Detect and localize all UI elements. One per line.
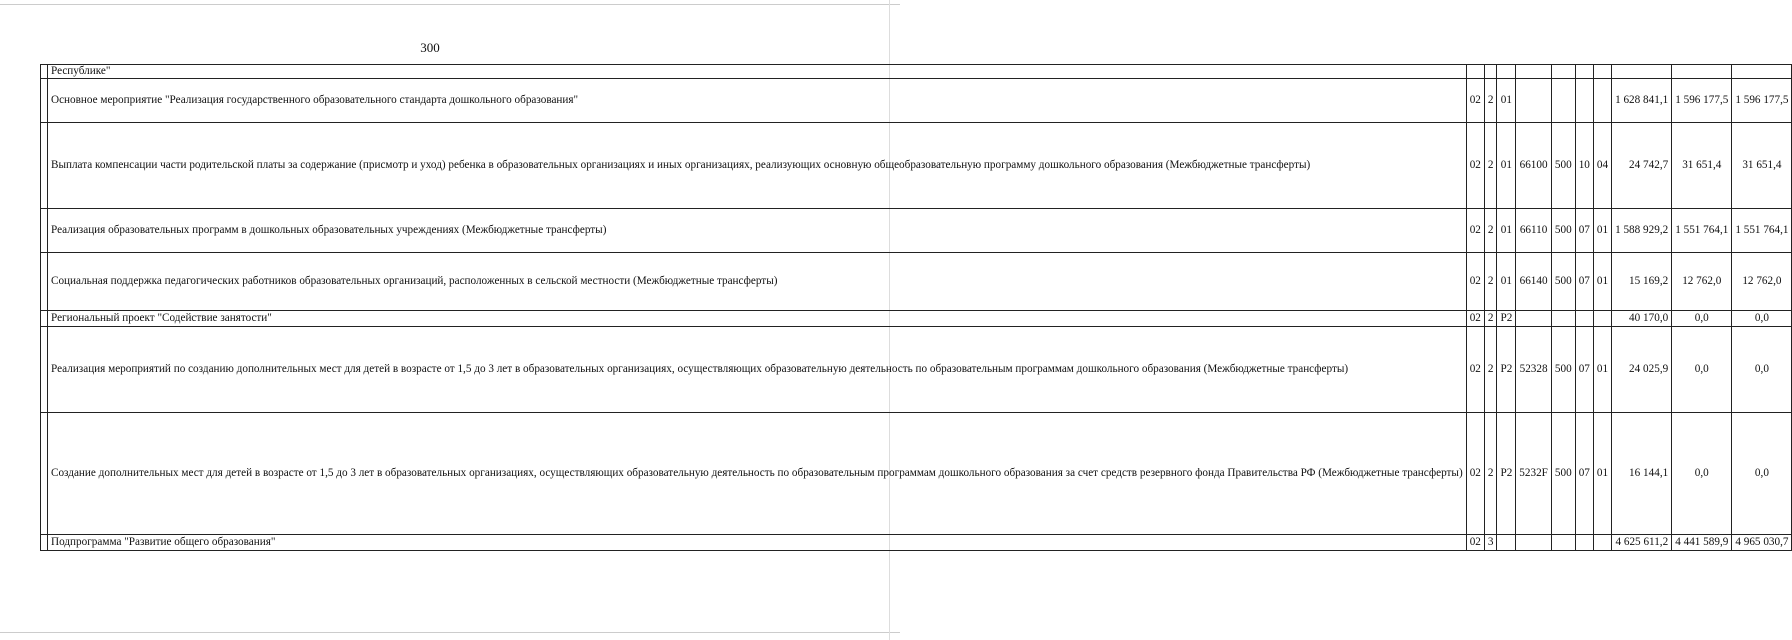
- amount-year-3: 1 551 764,1: [1732, 209, 1792, 253]
- code-direction: [1516, 65, 1552, 79]
- amount-year-1: 24 742,7: [1612, 123, 1672, 209]
- code-pp: 2: [1484, 209, 1497, 253]
- code-rz: 07: [1575, 327, 1593, 413]
- amount-year-2: 31 651,4: [1672, 123, 1732, 209]
- code-om: 01: [1497, 79, 1516, 123]
- code-rz: 10: [1575, 123, 1593, 209]
- amount-year-2: 1 551 764,1: [1672, 209, 1732, 253]
- row-description: Реализация мероприятий по созданию дополнительных мест для детей в возрасте от 1,5 до 3 лет в образовательных организациях, осуществляющих образовательную деятельность по образовательным программам дошкольного образования (Межбюджетные трансферты): [48, 327, 1467, 413]
- code-gp: 02: [1466, 535, 1484, 551]
- code-pr: 01: [1593, 327, 1611, 413]
- code-om: [1497, 65, 1516, 79]
- row-margin-cell: [41, 535, 48, 551]
- code-rz: 07: [1575, 253, 1593, 311]
- code-om: 01: [1497, 123, 1516, 209]
- amount-year-1: 40 170,0: [1612, 311, 1672, 327]
- code-pr: 01: [1593, 253, 1611, 311]
- code-rz: 07: [1575, 413, 1593, 535]
- amount-year-3: 4 965 030,7: [1732, 535, 1792, 551]
- code-pp: 2: [1484, 311, 1497, 327]
- code-rz: [1575, 535, 1593, 551]
- row-description: Создание дополнительных мест для детей в возрасте от 1,5 до 3 лет в образовательных организациях, осуществляющих образовательную деятельность по образовательным программам дошкольного образования за счет средств резервного фонда Правительства РФ (Межбюджетные трансферты): [48, 413, 1467, 535]
- amount-year-3: 12 762,0: [1732, 253, 1792, 311]
- code-pr: [1593, 535, 1611, 551]
- code-gp: 02: [1466, 209, 1484, 253]
- code-pr: 01: [1593, 209, 1611, 253]
- row-description: Региональный проект "Содействие занятости": [48, 311, 1467, 327]
- code-pr: [1593, 311, 1611, 327]
- code-vr: 500: [1551, 209, 1575, 253]
- amount-year-3: [1732, 65, 1792, 79]
- code-vr: [1551, 65, 1575, 79]
- code-direction: 66110: [1516, 209, 1552, 253]
- code-vr: [1551, 79, 1575, 123]
- code-gp: 02: [1466, 311, 1484, 327]
- code-pp: 2: [1484, 327, 1497, 413]
- table-row: [41, 65, 1792, 79]
- row-margin-cell: [41, 327, 48, 413]
- amount-year-1: 4 625 611,2: [1612, 535, 1672, 551]
- row-margin-cell: [41, 79, 48, 123]
- code-vr: 500: [1551, 123, 1575, 209]
- code-om: P2: [1497, 413, 1516, 535]
- table-row: [41, 253, 1792, 311]
- code-vr: 500: [1551, 413, 1575, 535]
- code-pr: [1593, 79, 1611, 123]
- amount-year-2: 12 762,0: [1672, 253, 1732, 311]
- scan-bottom-edge: [0, 632, 900, 633]
- table-row: [41, 327, 1792, 413]
- amount-year-2: 0,0: [1672, 311, 1732, 327]
- amount-year-1: 1 588 929,2: [1612, 209, 1672, 253]
- table-row: [41, 79, 1792, 123]
- code-direction: 52328: [1516, 327, 1552, 413]
- code-gp: 02: [1466, 79, 1484, 123]
- row-description: Реализация образовательных программ в дошкольных образовательных учреждениях (Межбюджетные трансферты): [48, 209, 1467, 253]
- amount-year-2: 4 441 589,9: [1672, 535, 1732, 551]
- code-pr: 04: [1593, 123, 1611, 209]
- code-vr: [1551, 535, 1575, 551]
- code-gp: 02: [1466, 327, 1484, 413]
- code-direction: [1516, 311, 1552, 327]
- table-row: [41, 209, 1792, 253]
- amount-year-3: 0,0: [1732, 413, 1792, 535]
- code-om: P2: [1497, 311, 1516, 327]
- row-description: Выплата компенсации части родительской платы за содержание (присмотр и уход) ребенка в образовательных организациях и иных организациях, реализующих основную общеобразовательную программу дошкольного образования (Межбюджетные трансферты): [48, 123, 1467, 209]
- code-pr: 01: [1593, 413, 1611, 535]
- code-gp: [1466, 65, 1484, 79]
- code-pp: 3: [1484, 535, 1497, 551]
- code-direction: [1516, 79, 1552, 123]
- amount-year-1: 15 169,2: [1612, 253, 1672, 311]
- row-description: Социальная поддержка педагогических работников образовательных организаций, расположенных в сельской местности (Межбюджетные трансферты): [48, 253, 1467, 311]
- amount-year-2: 0,0: [1672, 327, 1732, 413]
- page-number: 300: [420, 40, 440, 55]
- code-pp: 2: [1484, 123, 1497, 209]
- row-margin-cell: [41, 413, 48, 535]
- amount-year-3: 31 651,4: [1732, 123, 1792, 209]
- code-rz: 07: [1575, 209, 1593, 253]
- code-direction: [1516, 535, 1552, 551]
- amount-year-1: 1 628 841,1: [1612, 79, 1672, 123]
- row-margin-cell: [41, 65, 48, 79]
- code-pp: 2: [1484, 413, 1497, 535]
- amount-year-2: 0,0: [1672, 413, 1732, 535]
- code-gp: 02: [1466, 123, 1484, 209]
- amount-year-3: 1 596 177,5: [1732, 79, 1792, 123]
- code-pp: 2: [1484, 79, 1497, 123]
- amount-year-1: 16 144,1: [1612, 413, 1672, 535]
- code-om: P2: [1497, 327, 1516, 413]
- code-rz: [1575, 311, 1593, 327]
- amount-year-1: [1612, 65, 1672, 79]
- budget-table: [40, 64, 1792, 551]
- table-row: [41, 413, 1792, 535]
- code-direction: 66140: [1516, 253, 1552, 311]
- scan-top-edge: [0, 4, 900, 5]
- amount-year-2: 1 596 177,5: [1672, 79, 1732, 123]
- code-rz: [1575, 65, 1593, 79]
- code-om: [1497, 535, 1516, 551]
- code-gp: 02: [1466, 253, 1484, 311]
- amount-year-1: 24 025,9: [1612, 327, 1672, 413]
- amount-year-3: 0,0: [1732, 311, 1792, 327]
- table-row: [41, 535, 1792, 551]
- code-rz: [1575, 79, 1593, 123]
- code-om: 01: [1497, 253, 1516, 311]
- row-margin-cell: [41, 209, 48, 253]
- code-vr: [1551, 311, 1575, 327]
- code-direction: 66100: [1516, 123, 1552, 209]
- table-row: [41, 123, 1792, 209]
- table-body: [41, 65, 1792, 551]
- row-description: Основное мероприятие "Реализация государственного образовательного стандарта дошкольного образования": [48, 79, 1467, 123]
- table-row: [41, 311, 1792, 327]
- code-om: 01: [1497, 209, 1516, 253]
- code-vr: 500: [1551, 253, 1575, 311]
- amount-year-3: 0,0: [1732, 327, 1792, 413]
- amount-year-2: [1672, 65, 1732, 79]
- code-direction: 5232F: [1516, 413, 1552, 535]
- row-margin-cell: [41, 311, 48, 327]
- row-margin-cell: [41, 253, 48, 311]
- code-gp: 02: [1466, 413, 1484, 535]
- row-description: Республике": [48, 65, 1467, 79]
- code-vr: 500: [1551, 327, 1575, 413]
- code-pp: 2: [1484, 253, 1497, 311]
- row-margin-cell: [41, 123, 48, 209]
- code-pr: [1593, 65, 1611, 79]
- row-description: Подпрограмма "Развитие общего образования": [48, 535, 1467, 551]
- code-pp: [1484, 65, 1497, 79]
